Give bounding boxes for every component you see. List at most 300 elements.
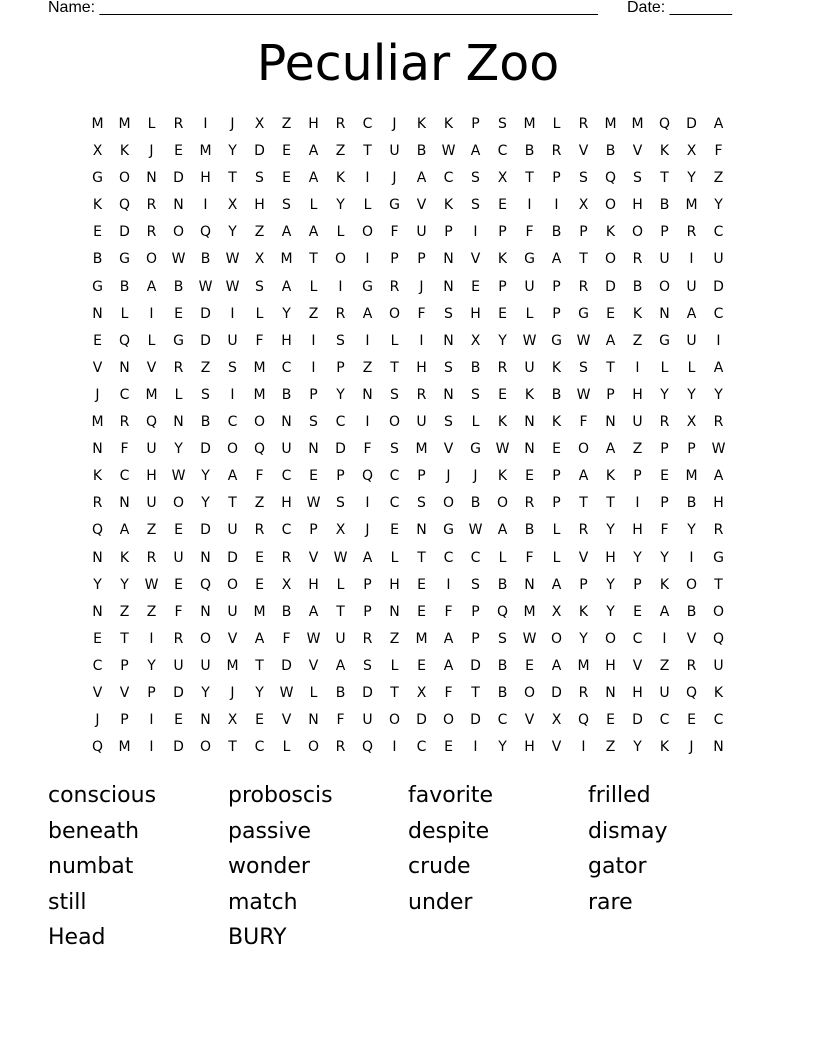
grid-letter: I [581, 739, 586, 756]
grid-letter: O [334, 251, 347, 268]
grid-letter: F [174, 603, 183, 620]
grid-letter: L [336, 576, 345, 593]
grid-letter: N [92, 441, 103, 458]
grid-letter: F [255, 468, 264, 485]
grid-letter: C [227, 414, 238, 431]
grid-letter: A [713, 359, 724, 376]
grid-letter: A [308, 143, 319, 160]
grid-letter: N [92, 603, 103, 620]
grid-letter: M [118, 116, 131, 132]
grid-letter: K [551, 359, 562, 376]
grid-letter: Q [91, 522, 104, 539]
grid-letter: Y [201, 495, 210, 512]
grid-letter: Y [660, 386, 669, 403]
grid-letter: L [552, 116, 561, 132]
grid-letter: Z [281, 116, 292, 132]
grid-letter: A [551, 657, 562, 674]
grid-letter: Z [659, 657, 670, 674]
grid-letter: Z [335, 143, 346, 160]
grid-letter: H [632, 197, 643, 214]
grid-letter: P [444, 224, 453, 241]
grid-letter: L [498, 549, 507, 566]
grid-letter: Z [632, 332, 643, 349]
grid-letter: Q [118, 332, 131, 349]
grid-letter: Z [713, 170, 724, 187]
grid-letter: A [713, 116, 724, 132]
grid-letter: Y [633, 549, 642, 566]
grid-letter: A [362, 305, 373, 322]
grid-letter: E [525, 468, 534, 485]
grid-letter: I [716, 332, 721, 349]
grid-letter: Y [282, 305, 291, 322]
grid-letter: S [471, 576, 480, 593]
grid-letter: S [390, 441, 399, 458]
grid-letter: O [388, 305, 401, 322]
grid-letter: K [92, 468, 103, 485]
grid-letter: B [497, 657, 508, 674]
grid-letter: U [173, 549, 184, 566]
grid-letter: X [254, 251, 265, 268]
grid-letter: I [473, 224, 478, 241]
grid-letter: N [146, 170, 157, 187]
grid-letter: G [470, 441, 481, 458]
grid-letter: Q [496, 603, 509, 620]
grid-letter: R [551, 143, 562, 160]
grid-letter: I [689, 549, 694, 566]
grid-letter: P [498, 278, 507, 295]
grid-letter: E [606, 305, 615, 322]
grid-letter: V [227, 630, 238, 647]
grid-letter: O [253, 414, 266, 431]
grid-letter: S [471, 170, 480, 187]
grid-letter: K [605, 224, 616, 241]
grid-letter: Q [658, 116, 671, 132]
word-list-item: passive [228, 818, 312, 844]
grid-letter: Q [361, 468, 374, 485]
grid-letter: H [281, 495, 292, 512]
grid-letter: Q [685, 684, 698, 701]
grid-letter: T [714, 576, 723, 593]
grid-letter: U [335, 630, 346, 647]
grid-letter: U [281, 441, 292, 458]
grid-letter: H [308, 116, 319, 132]
grid-letter: C [281, 522, 292, 539]
grid-letter: V [578, 143, 589, 160]
grid-letter: Q [145, 414, 158, 431]
grid-letter: R [389, 278, 400, 295]
grid-letter: G [659, 332, 670, 349]
grid-letter: P [120, 657, 129, 674]
grid-letter: L [147, 332, 156, 349]
grid-letter: K [524, 386, 535, 403]
grid-letter: K [605, 468, 616, 485]
grid-letter: P [579, 224, 588, 241]
grid-letter: S [255, 170, 264, 187]
grid-letter: D [173, 170, 184, 187]
grid-letter: M [118, 739, 131, 756]
grid-letter: D [200, 332, 211, 349]
grid-letter: N [308, 441, 319, 458]
grid-letter: Y [633, 739, 642, 756]
grid-letter: A [281, 224, 292, 241]
grid-letter: M [253, 603, 266, 620]
grid-letter: V [308, 549, 319, 566]
grid-letter: S [309, 414, 318, 431]
grid-letter: L [390, 657, 399, 674]
grid-letter: S [633, 170, 642, 187]
grid-letter: L [552, 522, 561, 539]
grid-letter: R [686, 224, 697, 241]
grid-letter: W [711, 441, 726, 458]
grid-letter: E [498, 386, 507, 403]
grid-letter: M [415, 441, 428, 458]
grid-letter: X [281, 576, 292, 593]
grid-letter: G [389, 197, 400, 214]
grid-letter: P [363, 603, 372, 620]
grid-letter: U [227, 332, 238, 349]
grid-letter: O [226, 441, 239, 458]
grid-letter: O [388, 712, 401, 729]
grid-letter: W [306, 630, 321, 647]
grid-letter: L [363, 197, 372, 214]
grid-letter: S [201, 386, 210, 403]
grid-letter: N [308, 712, 319, 729]
grid-letter: B [281, 603, 292, 620]
grid-letter: Y [714, 197, 723, 214]
grid-letter: W [522, 332, 537, 349]
grid-letter: Z [605, 739, 616, 756]
grid-letter: J [95, 712, 100, 729]
grid-letter: X [227, 197, 238, 214]
grid-letter: P [552, 495, 561, 512]
grid-letter: K [497, 468, 508, 485]
grid-letter: G [119, 251, 130, 268]
grid-letter: R [335, 739, 346, 756]
grid-letter: K [92, 197, 103, 214]
grid-letter: U [227, 603, 238, 620]
grid-letter: T [390, 684, 399, 701]
grid-letter: Z [200, 359, 211, 376]
word-list-item: frilled [588, 783, 651, 808]
grid-letter: M [199, 143, 212, 160]
grid-letter: G [524, 251, 535, 268]
grid-letter: Q [118, 197, 131, 214]
grid-letter: B [416, 143, 427, 160]
grid-letter: J [230, 684, 235, 701]
grid-letter: C [92, 657, 103, 674]
grid-letter: D [200, 441, 211, 458]
grid-letter: X [227, 712, 238, 729]
word-list-item: under [408, 889, 473, 915]
grid-letter: F [525, 224, 534, 241]
grid-letter: G [443, 522, 454, 539]
grid-letter: Z [119, 603, 130, 620]
word-list-item: Head [48, 925, 106, 951]
grid-letter: P [417, 251, 426, 268]
grid-letter: L [525, 305, 534, 322]
grid-letter: N [173, 197, 184, 214]
grid-letter: O [145, 251, 158, 268]
grid-letter: J [419, 278, 424, 295]
grid-letter: N [362, 386, 373, 403]
grid-letter: P [471, 116, 480, 132]
grid-letter: M [253, 359, 266, 376]
grid-letter: B [659, 197, 670, 214]
grid-letter: O [199, 630, 212, 647]
grid-letter: N [389, 603, 400, 620]
grid-letter: R [254, 522, 265, 539]
grid-letter: D [173, 739, 184, 756]
grid-letter: V [92, 684, 103, 701]
grid-letter: O [172, 495, 185, 512]
grid-letter: H [200, 170, 211, 187]
grid-letter: V [470, 251, 481, 268]
grid-letter: U [146, 441, 157, 458]
grid-letter: B [632, 278, 643, 295]
grid-letter: Y [687, 522, 696, 539]
grid-letter: O [604, 251, 617, 268]
grid-letter: V [443, 441, 454, 458]
grid-letter: F [444, 603, 453, 620]
grid-letter: V [119, 684, 130, 701]
grid-letter: P [147, 684, 156, 701]
grid-letter: S [282, 197, 291, 214]
grid-letter: T [336, 603, 345, 620]
grid-letter: D [605, 278, 616, 295]
grid-letter: C [281, 359, 292, 376]
grid-letter: E [444, 739, 453, 756]
grid-letter: B [200, 414, 211, 431]
grid-letter: T [228, 170, 237, 187]
grid-letter: K [416, 116, 427, 132]
word-list-item: favorite [408, 783, 494, 808]
grid-letter: J [365, 522, 370, 539]
grid-letter: Z [146, 603, 157, 620]
grid-letter: A [605, 441, 616, 458]
grid-letter: P [660, 224, 669, 241]
grid-letter: R [281, 549, 292, 566]
grid-letter: N [524, 441, 535, 458]
grid-letter: Y [606, 522, 615, 539]
grid-letter: P [390, 251, 399, 268]
grid-letter: H [605, 549, 616, 566]
grid-letter: G [713, 549, 724, 566]
grid-letter: D [686, 116, 697, 132]
grid-letter: S [579, 359, 588, 376]
word-list-item: still [48, 889, 87, 915]
grid-letter: I [149, 712, 154, 729]
grid-letter: P [336, 468, 345, 485]
grid-letter: C [389, 495, 400, 512]
grid-letter: U [632, 414, 643, 431]
grid-letter: S [498, 630, 507, 647]
grid-letter: E [174, 522, 183, 539]
grid-letter: H [524, 739, 535, 756]
grid-letter: R [713, 522, 724, 539]
grid-letter: Y [606, 576, 615, 593]
grid-letter: P [552, 468, 561, 485]
grid-letter: V [308, 657, 319, 674]
grid-letter: I [392, 739, 397, 756]
grid-letter: V [146, 359, 157, 376]
grid-letter: B [497, 684, 508, 701]
grid-letter: E [309, 468, 318, 485]
grid-letter: S [255, 278, 264, 295]
grid-letter: F [390, 224, 399, 241]
grid-letter: R [335, 116, 346, 132]
grid-letter: R [497, 359, 508, 376]
grid-letter: K [659, 739, 670, 756]
grid-letter: X [551, 712, 562, 729]
grid-letter: C [254, 739, 265, 756]
grid-letter: M [685, 468, 698, 485]
grid-letter: L [282, 739, 291, 756]
grid-letter: M [91, 116, 104, 132]
grid-letter: Z [146, 522, 157, 539]
grid-letter: B [524, 522, 535, 539]
grid-letter: W [468, 522, 483, 539]
grid-letter: P [417, 468, 426, 485]
grid-letter: K [632, 305, 643, 322]
grid-letter: I [365, 170, 370, 187]
grid-letter: J [95, 386, 100, 403]
grid-letter: X [470, 332, 481, 349]
grid-letter: I [230, 386, 235, 403]
grid-letter: I [365, 332, 370, 349]
grid-letter: N [659, 305, 670, 322]
grid-letter: D [227, 549, 238, 566]
grid-letter: F [120, 441, 129, 458]
grid-letter: R [173, 116, 184, 132]
grid-letter: O [199, 739, 212, 756]
grid-letter: J [149, 143, 154, 160]
grid-letter: W [171, 468, 186, 485]
grid-letter: V [92, 359, 103, 376]
word-list-item: numbat [48, 854, 134, 880]
grid-letter: L [309, 197, 318, 214]
grid-letter: B [92, 251, 103, 268]
grid-letter: B [119, 278, 130, 295]
grid-letter: P [660, 441, 669, 458]
grid-letter: R [578, 684, 589, 701]
grid-letter: S [336, 332, 345, 349]
grid-letter: D [200, 522, 211, 539]
grid-letter: I [338, 278, 343, 295]
grid-letter: X [686, 143, 697, 160]
grid-letter: W [225, 278, 240, 295]
grid-letter: P [552, 278, 561, 295]
grid-letter: J [230, 116, 235, 132]
grid-letter: U [389, 143, 400, 160]
grid-letter: F [336, 712, 345, 729]
grid-letter: U [146, 495, 157, 512]
grid-letter: W [441, 143, 456, 160]
grid-letter: N [119, 359, 130, 376]
grid-letter: L [390, 549, 399, 566]
grid-letter: C [713, 224, 724, 241]
grid-letter: E [282, 143, 291, 160]
grid-letter: N [524, 576, 535, 593]
grid-letter: Y [93, 576, 102, 593]
grid-letter: W [198, 278, 213, 295]
grid-letter: C [335, 414, 346, 431]
grid-letter: M [145, 386, 158, 403]
grid-letter: F [525, 549, 534, 566]
grid-letter: B [470, 359, 481, 376]
grid-letter: W [576, 332, 591, 349]
grid-letter: D [470, 657, 481, 674]
grid-letter: E [255, 549, 264, 566]
grid-letter: A [551, 251, 562, 268]
grid-letter: B [281, 386, 292, 403]
grid-letter: A [335, 657, 346, 674]
grid-letter: O [712, 603, 725, 620]
grid-letter: W [576, 386, 591, 403]
grid-letter: H [146, 468, 157, 485]
grid-letter: P [660, 495, 669, 512]
grid-letter: B [173, 278, 184, 295]
grid-letter: I [230, 305, 235, 322]
word-list-item: BURY [228, 925, 287, 951]
grid-letter: Z [254, 495, 265, 512]
name-field-label: Name: ________________________________________________________ [48, 0, 598, 16]
grid-letter: C [497, 143, 508, 160]
grid-letter: C [497, 712, 508, 729]
grid-letter: V [686, 630, 697, 647]
grid-letter: E [282, 170, 291, 187]
grid-letter: K [551, 414, 562, 431]
grid-letter: A [362, 549, 373, 566]
grid-letter: O [658, 278, 671, 295]
grid-letter: U [173, 657, 184, 674]
grid-letter: E [471, 278, 480, 295]
grid-letter: F [444, 684, 453, 701]
page-title: Peculiar Zoo [256, 35, 560, 92]
grid-letter: N [443, 332, 454, 349]
grid-letter: P [336, 359, 345, 376]
grid-letter: I [365, 251, 370, 268]
grid-letter: D [416, 712, 427, 729]
grid-letter: F [255, 332, 264, 349]
grid-letter: S [444, 414, 453, 431]
grid-letter: Y [336, 386, 345, 403]
grid-letter: C [632, 630, 643, 647]
grid-letter: A [308, 170, 319, 187]
grid-letter: R [173, 359, 184, 376]
grid-letter: N [92, 305, 103, 322]
grid-letter: K [119, 549, 130, 566]
grid-letter: Q [604, 170, 617, 187]
word-list-item: gator [588, 854, 647, 880]
grid-letter: C [362, 116, 373, 132]
grid-letter: A [416, 170, 427, 187]
grid-letter: H [254, 197, 265, 214]
grid-letter: D [713, 278, 724, 295]
grid-letter: A [119, 522, 130, 539]
grid-letter: O [226, 576, 239, 593]
grid-letter: Y [147, 657, 156, 674]
grid-letter: U [686, 332, 697, 349]
grid-letter: K [659, 143, 670, 160]
grid-letter: R [146, 224, 157, 241]
grid-letter: Y [498, 739, 507, 756]
grid-letter: X [578, 197, 589, 214]
grid-letter: U [713, 251, 724, 268]
grid-letter: E [174, 576, 183, 593]
grid-letter: T [363, 143, 372, 160]
grid-letter: Q [361, 739, 374, 756]
grid-letter: H [632, 522, 643, 539]
